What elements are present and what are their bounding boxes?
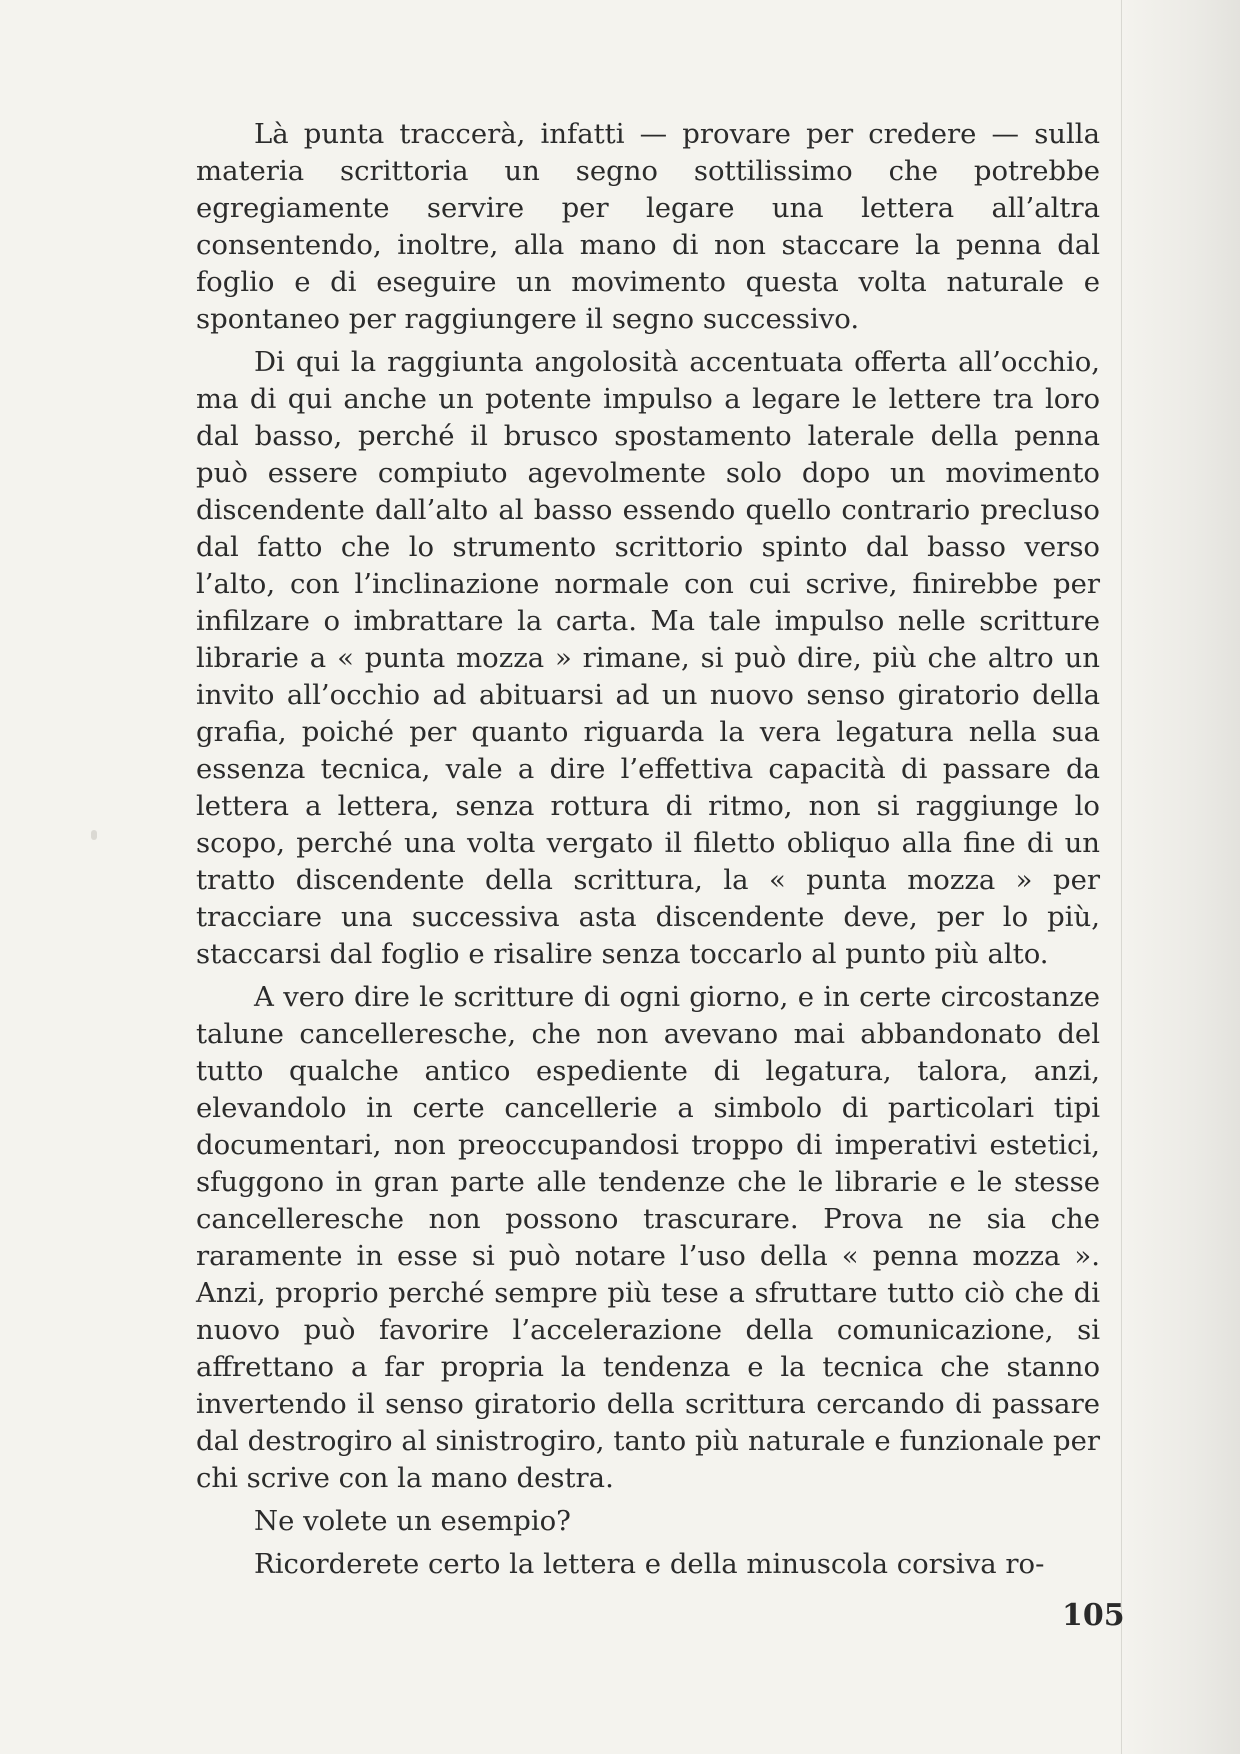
paragraph-1: Là punta traccerà, infatti — provare per credere — sulla materia scrittoria un segno sottilissimo che potrebbe egregiamente servire per legare una lettera all’altra consentendo, inoltre, alla mano di non staccare la penna dal foglio e di eseguire un movimento questa volta naturale e spontaneo per raggiungere il segno successivo.	[196, 118, 1100, 335]
paper-speck	[91, 830, 97, 840]
paragraph-4: Ne volete un esempio?	[254, 1505, 571, 1537]
page-edge-shadow	[1121, 0, 1240, 1754]
paragraph-2: Di qui la raggiunta angolosità accentuata offerta all’occhio, ma di qui anche un potente impulso a legare le lettere tra loro dal basso, perché il brusco spostamento laterale della penna può essere compiuto agevolmente solo dopo un movimento discendente dall’alto al basso essendo quello contrario precluso dal fatto che lo strumento scrittorio spinto dal basso verso l’alto, con l’inclinazione normale con cui scrive, finirebbe per infilzare o imbrattare la carta. Ma tale impulso nelle scritture librarie a « punta mozza » rimane, si può dire, più che altro un invito all’occhio ad abituarsi ad un nuovo senso giratorio della grafia, poiché per quanto riguarda la vera legatura nella sua essenza tecnica, vale a dire l’effettiva capacità di passare da lettera a lettera, senza rottura di ritmo, non si raggiunge lo scopo, perché una volta vergato il filetto obliquo alla fine di un tratto discendente della scrittura, la « punta mozza » per tracciare una successiva asta discendente deve, per lo più, staccarsi dal foglio e risalire senza toccarlo al punto più alto.	[196, 346, 1100, 970]
paragraph-5: Ricorderete certo la lettera e della minuscola corsiva ro-	[254, 1548, 1045, 1580]
paragraph-3: A vero dire le scritture di ogni giorno, e in certe circostanze talune cancelleresche, che non avevano mai abbandonato del tutto qualche antico espediente di legatura, talora, anzi, elevandolo in certe cancellerie a simbolo di particolari tipi documentari, non preoccupandosi troppo di imperativi estetici, sfuggono in gran parte alle tendenze che le librarie e le stesse cancelleresche non possono trascurare. Prova ne sia che raramente in esse si può notare l’uso della « penna mozza ». Anzi, proprio perché sempre più tese a sfruttare tutto ciò che di nuovo può favorire l’accelerazione della comunicazione, si affrettano a far propria la tendenza e la tecnica che stanno invertendo il senso giratorio della scrittura cercando di passare dal destrogiro al sinistrogiro, tanto più naturale e funzionale per chi scrive con la mano destra.	[196, 981, 1100, 1494]
body-text	[196, 116, 1100, 1589]
page-number: 105	[1062, 1598, 1125, 1633]
